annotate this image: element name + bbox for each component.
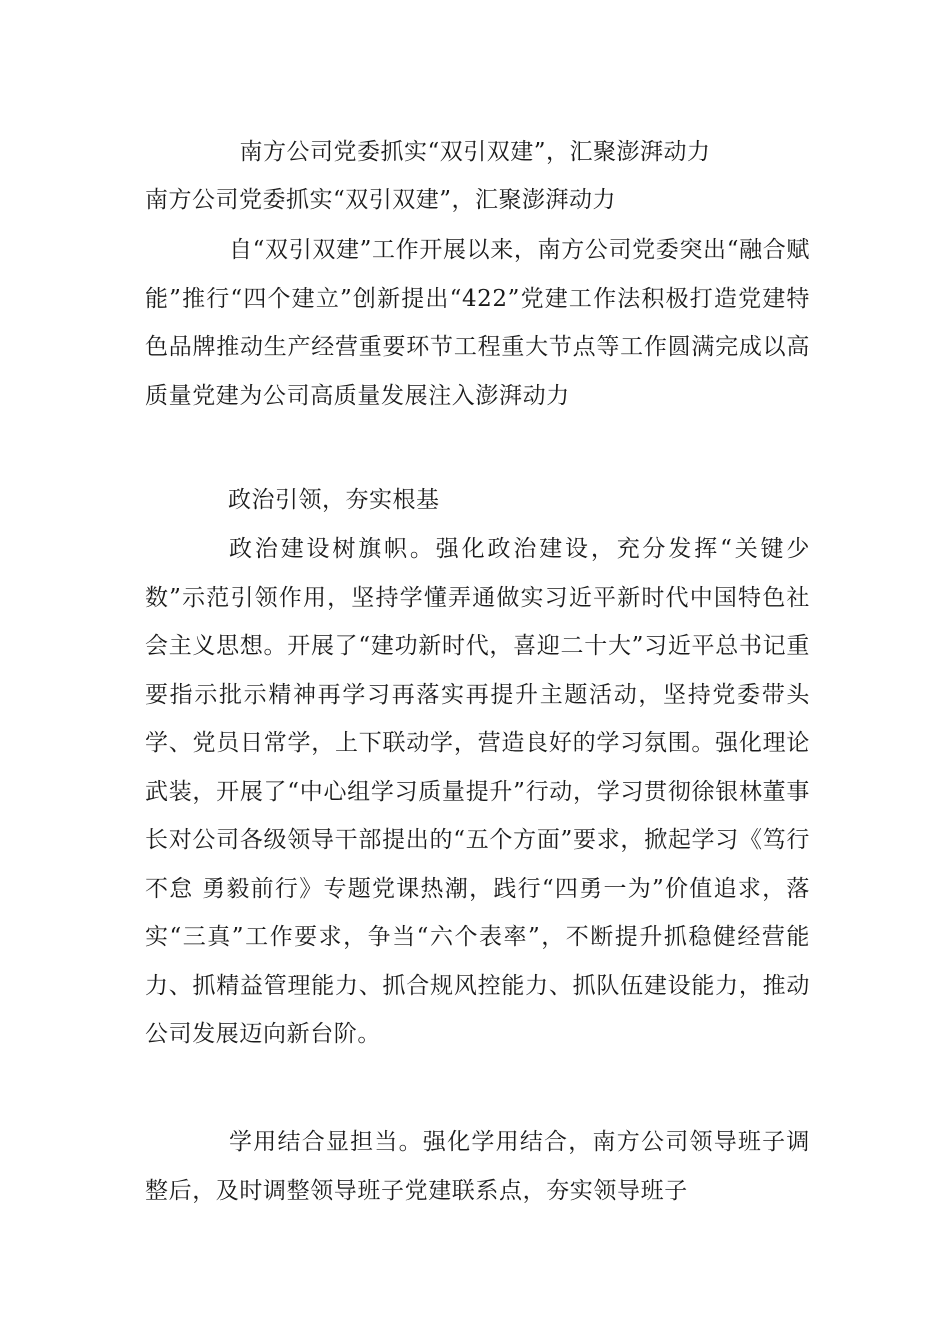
political-building-paragraph: 政治建设树旗帜。强化政治建设，充分发挥“关键少数”示范引领作用，坚持学懂弄通做实习近平新时代中国特色社会主义思想。开展了“建功新时代，喜迎二十大”习近平总书记重要指示批示精神再学习再落实再提升主题活动，坚持党委带头学、党员日常学，上下联动学，营造良好的学习氛围。强化理论武装，开展了“中心组学习质量提升”行动，学习贯彻徐银林董事长对公司各级领导干部提出的“五个方面”要求，掀起学习《笃行不怠 勇毅前行》专题党课热潮，践行“四勇一为”价值追求，落实“三真”工作要求，争当“六个表率”，不断提升抓稳健经营能力、抓精益管理能力、抓合规风控能力、抓队伍建设能力，推动公司发展迈向新台阶。 bbox=[145, 536, 810, 1047]
section-heading: 政治引领，夯实根基 bbox=[228, 487, 440, 513]
intro-paragraph: 自“双引双建”工作开展以来，南方公司党委突出“融合赋能”推行“四个建立”创新提出“422”党建工作法积极打造党建特色品牌推动生产经营重要环节工程重大节点等工作圆满完成以高质量党建为公司高质量发展注入澎湃动力 bbox=[145, 237, 810, 409]
study-application-paragraph: 学用结合显担当。强化学用结合，南方公司领导班子调整后，及时调整领导班子党建联系点，夯实领导班子 bbox=[145, 1129, 810, 1204]
document-title: 南方公司党委抓实“双引双建”，汇聚澎湃动力 bbox=[239, 139, 711, 165]
document-subtitle: 南方公司党委抓实“双引双建”，汇聚澎湃动力 bbox=[145, 187, 617, 213]
